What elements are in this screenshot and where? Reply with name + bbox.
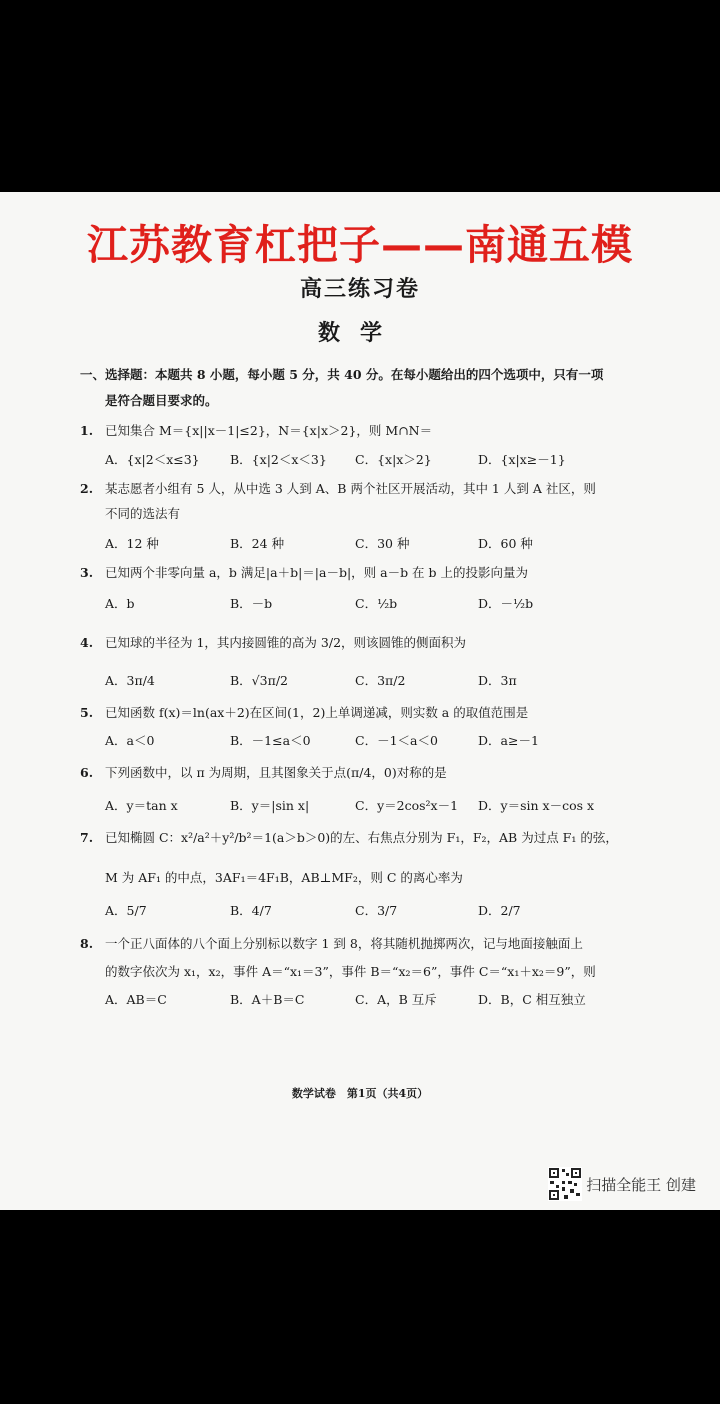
- option-a: A．y＝tan x: [105, 798, 178, 813]
- question-stem: 下列函数中，以 π 为周期，且其图象关于点(π/4，0)对称的是: [105, 765, 447, 780]
- subject-title: 数学: [317, 320, 402, 346]
- option-b: B．√3π/2: [230, 673, 288, 688]
- question-number: 5.: [80, 705, 94, 720]
- question-number: 2.: [80, 481, 94, 496]
- option-b: B．－b: [230, 596, 273, 611]
- paper-title: 高三练习卷: [299, 276, 420, 302]
- question-number: 6.: [80, 765, 94, 780]
- question-stem: 某志愿者小组有 5 人，从中选 3 人到 A、B 两个社区开展活动，其中 1 人到 A 社区，则: [105, 481, 596, 496]
- question-stem-cont: M 为 AF₁ 的中点，3AF₁＝4F₁B，AB⊥MF₂，则 C 的离心率为: [105, 870, 463, 885]
- option-b: B．－1≤a＜0: [230, 733, 311, 748]
- option-a: A．AB＝C: [105, 992, 167, 1007]
- question-number: 1.: [80, 423, 94, 438]
- option-b: B．24 种: [230, 536, 285, 551]
- question-stem: 已知集合 M＝{x||x－1|≤2}，N＝{x|x＞2}，则 M∩N＝: [105, 423, 433, 438]
- option-c: C．3π/2: [355, 673, 406, 688]
- question-stem: 一个正八面体的八个面上分别标以数字 1 到 8，将其随机抛掷两次，记与地面接触面上: [105, 936, 583, 951]
- option-b: B．{x|2＜x＜3}: [230, 452, 327, 467]
- option-c: C．A，B 互斥: [355, 992, 437, 1007]
- option-c: C．30 种: [355, 536, 410, 551]
- option-c: C．3/7: [355, 903, 398, 918]
- option-d: D．y＝sin x－cos x: [478, 798, 595, 813]
- option-b: B．A＋B＝C: [230, 992, 305, 1007]
- qr-code-icon: [548, 1167, 582, 1201]
- option-d: D．B，C 相互独立: [478, 992, 586, 1007]
- option-d: D．{x|x≥－1}: [478, 452, 566, 467]
- option-c: C．{x|x＞2}: [355, 452, 432, 467]
- option-a: A．a＜0: [105, 733, 155, 748]
- exam-page: [0, 192, 720, 1210]
- option-a: A．3π/4: [105, 673, 155, 688]
- option-a: A．{x|2＜x≤3}: [105, 452, 200, 467]
- question-stem: 已知椭圆 C：x²/a²＋y²/b²＝1(a＞b＞0)的左、右焦点分别为 F₁，F₂，AB 为过点 F₁ 的弦，: [105, 830, 618, 845]
- option-a: A．b: [105, 596, 135, 611]
- option-a: A．5/7: [105, 903, 147, 918]
- question-number: 3.: [80, 565, 94, 580]
- option-d: D．2/7: [478, 903, 521, 918]
- option-d: D．－½b: [478, 596, 534, 611]
- option-c: C．y＝2cos²x－1: [355, 798, 459, 813]
- banner-title: 江苏教育杠把子——南通五模: [87, 221, 633, 269]
- question-stem-cont: 的数字依次为 x₁，x₂，事件 A＝“x₁＝3”，事件 B＝“x₂＝6”，事件 C＝“x₁＋x₂＝9”，则: [105, 964, 596, 979]
- option-b: B．4/7: [230, 903, 272, 918]
- watermark-text: 扫描全能王 创建: [586, 1175, 696, 1194]
- question-stem: 已知两个非零向量 a，b 满足|a＋b|＝|a－b|，则 a－b 在 b 上的投影向量为: [105, 565, 529, 580]
- scanner-watermark: [548, 1167, 696, 1201]
- question-number: 8.: [80, 936, 94, 951]
- section-heading-line2: 是符合题目要求的。: [105, 393, 218, 408]
- section-heading-line1: 一、选择题：本题共 8 小题，每小题 5 分，共 40 分。在每小题给出的四个选项中，只有一项: [80, 367, 604, 382]
- question-number: 4.: [80, 635, 94, 650]
- option-c: C．－1＜a＜0: [355, 733, 438, 748]
- question-stem: 已知球的半径为 1，其内接圆锥的高为 3/2，则该圆锥的侧面积为: [105, 635, 467, 650]
- option-b: B．y＝|sin x|: [230, 798, 310, 813]
- option-d: D．a≥－1: [478, 733, 539, 748]
- page-footer: 数学试卷 第1页（共4页）: [291, 1087, 429, 1100]
- option-d: D．3π: [478, 673, 517, 688]
- question-stem-cont: 不同的选法有: [105, 506, 181, 521]
- option-d: D．60 种: [478, 536, 533, 551]
- question-stem: 已知函数 f(x)＝ln(ax＋2)在区间(1，2)上单调递减，则实数 a 的取值范围是: [105, 705, 529, 720]
- option-c: C．½b: [355, 596, 398, 611]
- option-a: A．12 种: [105, 536, 159, 551]
- question-number: 7.: [80, 830, 94, 845]
